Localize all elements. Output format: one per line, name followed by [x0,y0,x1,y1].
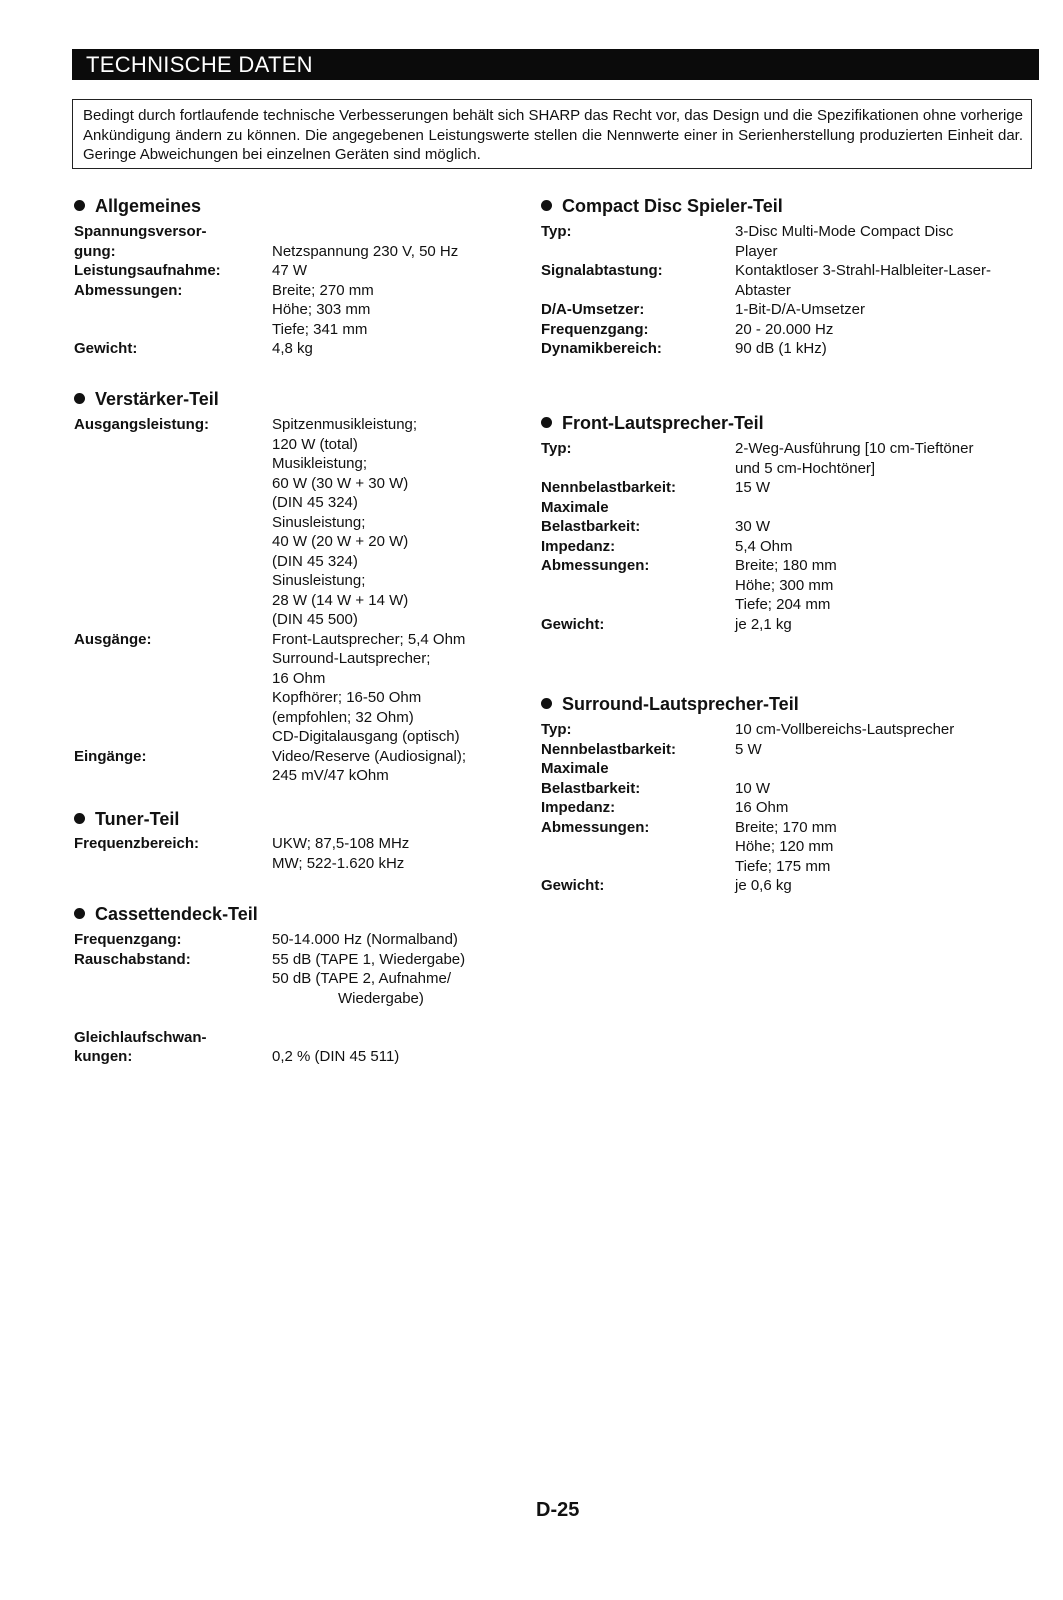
spec-value-line: UKW; 87,5-108 MHz [272,835,410,852]
spec-label-line: Frequenzbereich: [74,835,200,852]
bullet-icon [541,417,552,428]
spec-value-line: Breite; 270 mm [272,281,374,299]
spec-label-line: Belastbarkeit: [541,518,641,535]
spec-row [541,498,1035,537]
spec-label [74,630,272,747]
spec-value [735,498,1035,537]
spec-row [74,261,512,281]
spec-label-line: Frequenzgang: [541,320,649,338]
spec-row [74,747,512,786]
spec-value-line: 16 Ohm [735,799,789,816]
spec-row [541,222,1035,261]
spec-value-line: Video/Reserve (Audiosignal); [272,747,466,765]
spec-value [735,439,1035,478]
spec-label [74,339,272,359]
spec-label-line: Abmessungen: [541,557,650,574]
spec-value-line: 245 mV/47 kOhm [272,767,389,784]
spec-row [541,556,1035,615]
spec-value-line: Tiefe; 175 mm [735,857,831,875]
spec-value-line: 10 cm-Vollbereichs-Lautsprecher [735,721,955,738]
spec-label [541,261,735,300]
spec-table-front [541,439,1035,634]
spec-value-line: (DIN 45 500) [272,611,358,628]
spec-label-line: D/A-Umsetzer: [541,301,645,318]
spec-value-line: 16 Ohm [272,669,326,687]
spec-label [541,759,735,798]
bullet-icon [74,813,85,824]
spec-value-line: je 2,1 kg [735,615,792,633]
spec-label [541,222,735,261]
spec-value [272,415,512,630]
spec-row [541,339,1035,359]
spec-label-line: Gewicht: [541,615,605,633]
section-title-front: Front-Lautsprecher-Teil [541,413,764,434]
spec-value [735,478,1035,498]
spec-label-line: Gewicht: [74,340,138,357]
spec-value-line: Breite; 170 mm [735,818,837,836]
spec-label-line: Spannungsversor- [74,223,207,240]
spec-value-line: 30 W [735,518,771,535]
spec-row [74,415,512,630]
spec-value [735,339,1035,359]
spec-label [74,1028,272,1067]
spec-value-line [272,1028,522,1048]
spec-label-line: Eingänge: [74,747,147,765]
spec-value-line: 60 W (30 W + 30 W) [272,474,409,492]
spec-label-line: Gleichlaufschwan- [74,1028,207,1046]
spec-label [74,950,272,1028]
spec-value [272,281,512,340]
section-title-cd: Compact Disc Spieler-Teil [541,196,783,217]
spec-label-line: Maximale [541,760,609,777]
spec-value-line: (DIN 45 324) [272,494,358,511]
spec-label [541,320,735,340]
spec-value-line [272,1008,522,1028]
spec-value [735,320,1035,340]
spec-row [541,818,1035,877]
spec-value-line: Höhe; 303 mm [272,301,371,318]
spec-label [74,281,272,340]
spec-row [541,537,1035,557]
spec-value-line: 0,2 % (DIN 45 511) [272,1048,400,1065]
spec-label-line: Typ: [541,440,572,457]
spec-row [541,615,1035,635]
spec-row [74,339,512,359]
spec-label [74,222,272,261]
spec-value [272,630,512,747]
spec-label [541,498,735,537]
spec-label-line: Gewicht: [541,877,605,894]
section-title-verstaerker: Verstärker-Teil [74,389,219,410]
spec-label [541,615,735,635]
spec-label [74,930,272,950]
spec-row [74,950,522,1028]
spec-value-line: Kontaktloser 3-Strahl-Halbleiter-Laser- [735,262,991,279]
spec-value-line: und 5 cm-Hochtöner] [735,459,876,477]
spec-value-line: 1-Bit-D/A-Umsetzer [735,301,866,318]
spec-value [735,615,1035,635]
spec-value-line: (DIN 45 324) [272,552,358,570]
spec-value-line: Abtaster [735,281,791,299]
spec-value-line: Höhe; 120 mm [735,838,834,855]
spec-label [74,261,272,281]
spec-value-line: 50-14.000 Hz (Normalband) [272,931,458,948]
spec-label-line: Maximale [541,498,609,516]
spec-value [272,930,522,950]
spec-value [272,222,512,261]
spec-value-line: Kopfhörer; 16-50 Ohm [272,689,422,706]
spec-label-line: Impedanz: [541,537,616,555]
spec-label-line: Frequenzgang: [74,931,182,948]
spec-label-line: Ausgangsleistung: [74,416,210,433]
spec-label-line: Typ: [541,223,572,240]
spec-row [541,720,1035,740]
spec-value-line: 2-Weg-Ausführung [10 cm-Tieftöner [735,440,974,457]
spec-value [272,834,512,873]
spec-row [74,930,522,950]
spec-table-tuner [74,834,512,873]
spec-value-line: je 0,6 kg [735,877,792,894]
spec-value-line: Front-Lautsprecher; 5,4 Ohm [272,630,466,648]
spec-value-line: Musikleistung; [272,455,368,472]
spec-value [735,537,1035,557]
spec-value-line: 20 - 20.000 Hz [735,320,834,338]
spec-value-line: 90 dB (1 kHz) [735,340,827,357]
spec-value-line [735,759,1035,779]
spec-label-line: Ausgänge: [74,630,152,648]
spec-label-line: Nennbelastbarkeit: [541,479,677,496]
spec-value-line: (empfohlen; 32 Ohm) [272,708,414,726]
spec-row [74,630,512,747]
spec-row [541,876,1035,896]
spec-label [74,747,272,786]
spec-value-line: Spitzenmusikleistung; [272,416,418,433]
spec-table-verstaerker [74,415,512,786]
spec-label-line: Typ: [541,721,572,738]
spec-value-line: 5 W [735,740,762,758]
spec-value [735,261,1035,300]
bullet-icon [74,393,85,404]
spec-row [541,439,1035,478]
spec-value [735,556,1035,615]
spec-value-line: 55 dB (TAPE 1, Wiedergabe) [272,950,466,968]
spec-value [272,339,512,359]
spec-row [541,261,1035,300]
spec-label [541,720,735,740]
spec-value [735,818,1035,877]
spec-label [74,415,272,630]
spec-label [541,537,735,557]
spec-value-line: 120 W (total) [272,435,358,453]
section-title-tuner: Tuner-Teil [74,809,179,830]
bullet-icon [74,200,85,211]
spec-value-line: 50 dB (TAPE 2, Aufnahme/ [272,970,451,987]
spec-value [735,720,1035,740]
spec-table-allgemeines [74,222,512,359]
spec-row [541,478,1035,498]
spec-label [541,876,735,896]
spec-label-line: Belastbarkeit: [541,779,641,797]
spec-label [541,556,735,615]
spec-row [74,222,512,261]
spec-value-line: 47 W [272,262,308,279]
section-title-cassette: Cassettendeck-Teil [74,904,258,925]
spec-label [541,740,735,760]
header-bar [72,49,1039,80]
spec-value [735,740,1035,760]
spec-row [74,834,512,873]
section-title-allgemeines: Allgemeines [74,196,201,217]
bullet-icon [541,698,552,709]
spec-value-line: 28 W (14 W + 14 W) [272,591,409,609]
spec-label [541,798,735,818]
spec-row [74,281,512,340]
spec-value-line: Tiefe; 341 mm [272,320,368,338]
spec-value-line: Sinusleistung; [272,572,366,589]
spec-value [272,1028,522,1067]
spec-value-line: 3-Disc Multi-Mode Compact Disc [735,223,954,240]
spec-value-line: 10 W [735,779,771,797]
spec-value [735,222,1035,261]
spec-row [541,300,1035,320]
spec-label-line: Abmessungen: [74,281,183,299]
section-title-surround: Surround-Lautsprecher-Teil [541,694,799,715]
spec-value-line: 15 W [735,479,771,496]
spec-label-line: Dynamikbereich: [541,340,662,357]
spec-label [541,300,735,320]
spec-value-line: 5,4 Ohm [735,537,793,555]
spec-value [272,950,522,1028]
spec-value-line: Wiedergabe) [338,989,424,1007]
spec-row [74,1028,522,1067]
spec-label-line: Abmessungen: [541,818,650,836]
spec-row [541,320,1035,340]
spec-value-line: Höhe; 300 mm [735,576,834,594]
spec-value-line: Surround-Lautsprecher; [272,650,431,667]
spec-label [74,834,272,873]
spec-value-line: MW; 522-1.620 kHz [272,854,405,872]
spec-value-line: Netzspannung 230 V, 50 Hz [272,242,459,260]
spec-value [272,747,512,786]
spec-row [541,740,1035,760]
spec-value-line: 4,8 kg [272,340,313,357]
spec-value-line: CD-Digitalausgang (optisch) [272,728,460,745]
page-number: D-25 [536,1499,580,1521]
spec-label [541,478,735,498]
notice-box: Bedingt durch fortlaufende technische Verbesserungen behält sich SHARP das Recht vor, das Design und die Spezifikationen ohne vorherige Ankündigung ändern zu können. Die angegebenen Leistungswerte stellen die Nennwerte einer in Serienherstellung produzierten Einheit dar. Geringe Abweichungen bei einzelnen Geräten sind möglich. [72,99,1032,169]
spec-value [735,798,1035,818]
spec-table-cd [541,222,1035,359]
bullet-icon [541,200,552,211]
spec-label-line: Nennbelastbarkeit: [541,740,677,758]
spec-label [541,439,735,478]
spec-label-line: kungen: [74,1048,133,1065]
spec-value-line [272,222,512,242]
spec-label-line: gung: [74,242,116,260]
spec-value [735,759,1035,798]
spec-value-line: Breite; 180 mm [735,557,837,574]
spec-label-line: Impedanz: [541,799,616,816]
spec-table-cassette [74,930,522,1067]
spec-row [541,759,1035,798]
spec-value [735,300,1035,320]
spec-label [541,339,735,359]
spec-row [541,798,1035,818]
spec-value [735,876,1035,896]
spec-value-line: Sinusleistung; [272,513,366,531]
spec-label-line: Rauschabstand: [74,950,191,968]
spec-label-line: Signalabtastung: [541,262,663,279]
spec-value-line: Tiefe; 204 mm [735,596,831,613]
spec-value-line: Player [735,242,778,260]
bullet-icon [74,908,85,919]
spec-value-line [735,498,1035,518]
spec-label-line: Leistungsaufnahme: [74,262,221,279]
spec-label [541,818,735,877]
spec-table-surround [541,720,1035,896]
page-title: TECHNISCHE DATEN [86,52,313,77]
spec-value [272,261,512,281]
spec-value-line: 40 W (20 W + 20 W) [272,533,409,550]
